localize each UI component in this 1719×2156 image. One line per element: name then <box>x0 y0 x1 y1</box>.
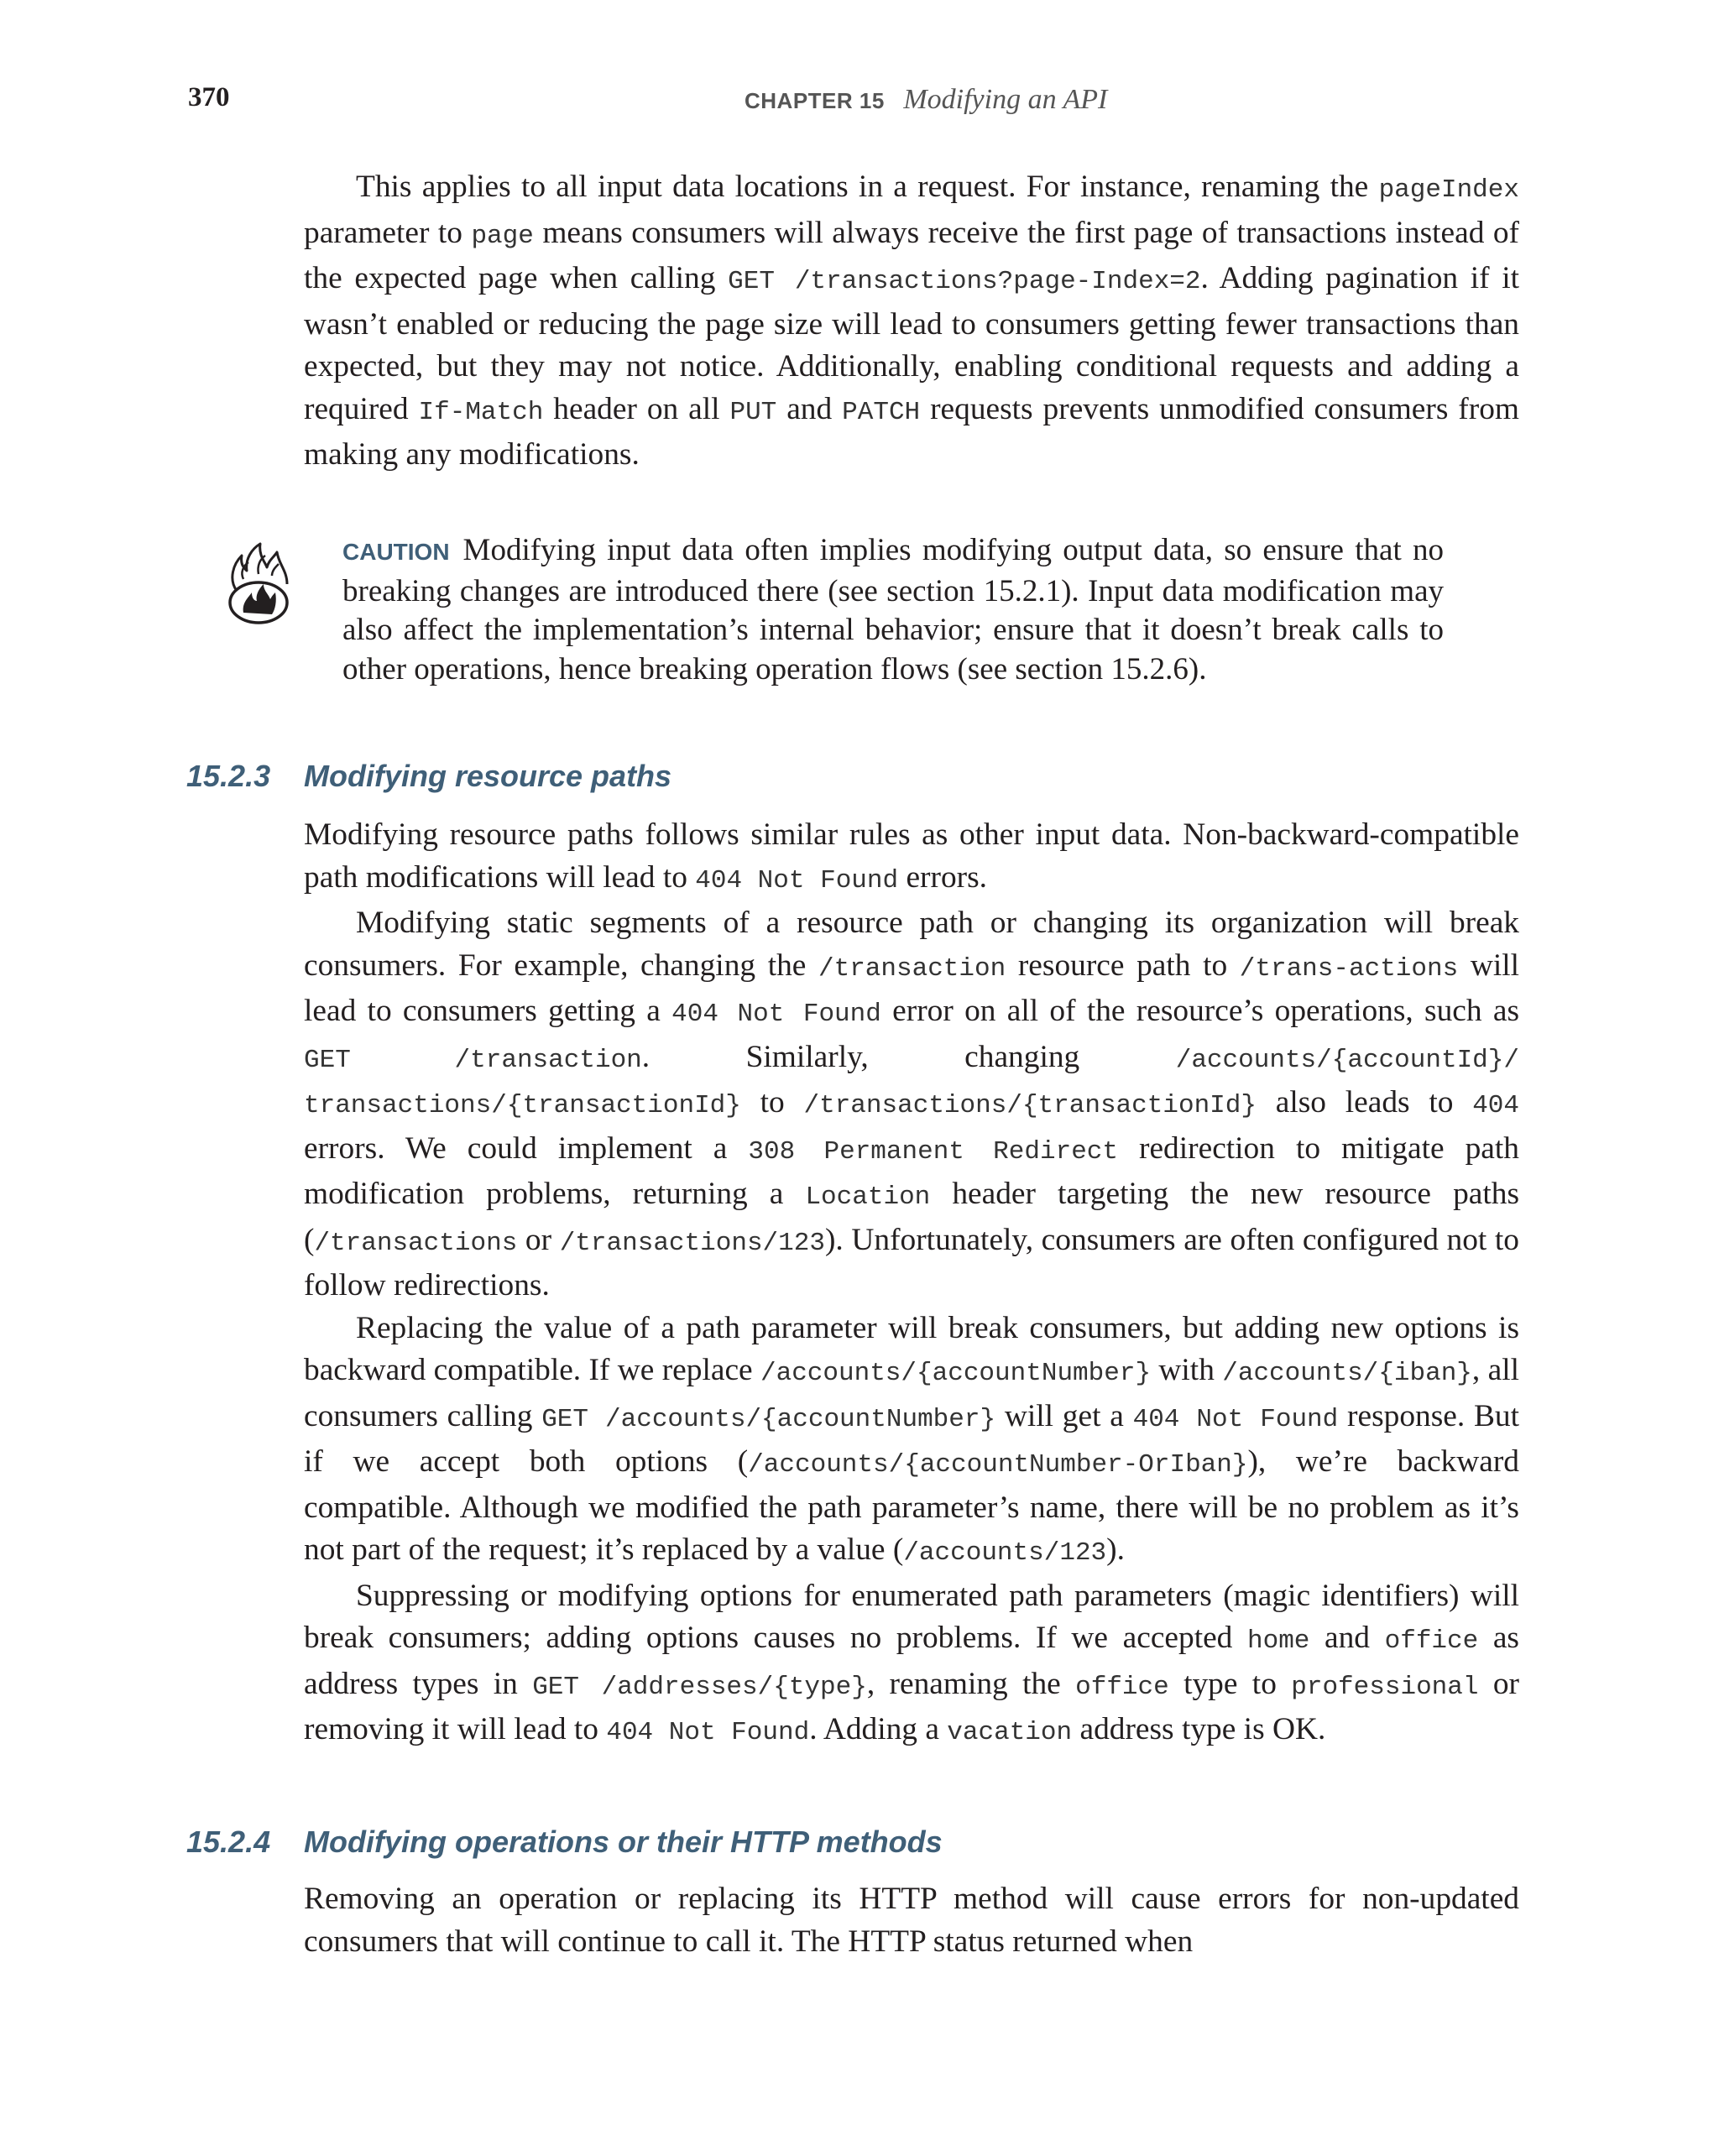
code-run: office <box>1384 1626 1479 1656</box>
text-run: This applies to all input data locations in a request. For instance, renaming the <box>356 170 1379 204</box>
text-run: errors. <box>898 859 988 895</box>
code-run: /accounts/{iban} <box>1222 1359 1472 1388</box>
paragraph-intro <box>304 166 1519 477</box>
code-run: vacation <box>947 1718 1073 1747</box>
code-run: professional <box>1291 1672 1479 1702</box>
text-run: as address types in <box>304 1621 1519 1701</box>
caution-label: CAUTION <box>342 539 450 565</box>
text-run: will lead to consumers getting a <box>304 947 1519 1028</box>
code-run: Location <box>805 1182 931 1212</box>
section-15-2-3-body <box>304 814 1519 1755</box>
text-run: Modifying static segments of a resource path or changing its organization will break consumers. For example, changing the <box>304 906 1519 983</box>
section-title: Modifying resource paths <box>304 759 672 793</box>
code-run: /accounts/{accountId}/ transactions/{transactionId} <box>304 1045 1519 1120</box>
chapter-heading <box>745 84 1107 116</box>
section-number: 15.2.4 <box>186 1825 271 1859</box>
text-run: and <box>776 391 843 426</box>
code-run: 404 Not Found <box>695 865 899 895</box>
code-run: /accounts/{accountNumber-OrIban} <box>748 1450 1248 1480</box>
section-heading-15-2-3 <box>186 759 671 794</box>
code-run: 404 Not Found <box>606 1718 810 1747</box>
text-run: Suppressing or modifying options for enumerated path parameters (magic identifiers) will break consumers; adding options causes no problems. If we accepted <box>304 1578 1519 1655</box>
paragraph: Removing an operation or replacing its HTTP method will cause errors for non-updated consumers that will continue to call it. The HTTP status returned when <box>304 1882 1519 1959</box>
code-run: /accounts/123 <box>903 1538 1107 1568</box>
code-run: PUT <box>729 397 777 427</box>
paragraph <box>304 1308 1519 1575</box>
code-run: /transactions <box>314 1228 518 1258</box>
code-run: /transactions/{transactionId} <box>803 1091 1257 1120</box>
caution-callout <box>342 531 1444 689</box>
code-run: GET /transactions?page-Index=2 <box>728 267 1201 296</box>
running-header <box>0 82 1719 124</box>
section-15-2-4-body <box>304 1878 1519 1963</box>
text-run: requests prevents unmodified consumers from making any modifications. <box>304 391 1519 472</box>
text-run: will get a <box>995 1398 1133 1433</box>
text-run: address type is OK. <box>1072 1712 1326 1746</box>
text-run: resource path to <box>1006 947 1240 983</box>
chapter-title: Modifying an API <box>903 84 1108 115</box>
code-run: GET /accounts/{accountNumber} <box>541 1404 996 1434</box>
text-run: errors. We could implement a <box>304 1130 749 1166</box>
text-run: and <box>1309 1621 1385 1655</box>
code-run: /transaction <box>818 953 1006 984</box>
text-run: type to <box>1168 1666 1292 1701</box>
text-run: with <box>1151 1353 1223 1387</box>
code-run: /accounts/{accountNumber} <box>760 1359 1152 1388</box>
code-run: 308 Permanent Redirect <box>748 1136 1118 1167</box>
paragraph <box>304 1575 1519 1755</box>
text-run: . Adding pagination if it wasn’t enabled or reducing the page size will lead to consumers getting fewer transactions than expected, but they may not notice. Additionally, enabling conditional requests and adding a required <box>304 261 1520 426</box>
text-run: header on all <box>543 391 730 426</box>
caution-text: Modifying input data often implies modifying output data, so ensure that no breaking changes are introduced there (see section 15.2.1). Input data modification may also affect the implementation’s internal behavior; ensure that it doesn’t break calls to other operations, hence breaking operation flows (see section 15.2.6). <box>342 533 1444 686</box>
section-number: 15.2.3 <box>186 759 271 793</box>
code-run: pageIndex <box>1378 175 1519 205</box>
code-run: 404 Not Found <box>671 1000 881 1029</box>
code-run: GET /addresses/{type} <box>532 1672 867 1702</box>
text-run: Replacing the value of a path parameter will break consumers, but adding new options is backward compatible. If we replace <box>304 1310 1519 1387</box>
text-run: header targeting the new resource paths ( <box>304 1177 1520 1257</box>
text-run: ), we’re backward compatible. Although we modified the path parameter’s name, there will be no problem as it’s not part of the request; it’s replaced by a value ( <box>304 1444 1520 1567</box>
text-run: redirection to mitigate path modification problems, returning a <box>304 1130 1519 1211</box>
text-run: ). <box>1106 1532 1125 1567</box>
text-run: or <box>517 1222 560 1257</box>
text-run: error on all of the resource’s operations, such as <box>880 994 1519 1028</box>
text-run: means consumers will always receive the first page of transactions instead of the expected page when calling <box>304 215 1519 295</box>
text-run: . Similarly, changing <box>641 1039 1176 1074</box>
code-run: home <box>1246 1626 1310 1656</box>
code-run: PATCH <box>842 397 921 427</box>
flame-warning-icon <box>225 542 292 626</box>
code-run: GET /transaction <box>304 1045 642 1075</box>
text-run: ). Unfortunately, consumers are often configured not to follow redirections. <box>304 1222 1519 1302</box>
code-run: 404 Not Found <box>1132 1404 1339 1434</box>
text-run: , all consumers calling <box>304 1353 1519 1433</box>
text-run: also leads to <box>1257 1085 1473 1120</box>
code-run: If-Match <box>418 397 544 427</box>
text-run: to <box>740 1085 804 1120</box>
intro-section <box>304 166 1519 477</box>
text-run: or removing it will lead to <box>304 1666 1519 1746</box>
paragraph <box>304 902 1519 1308</box>
text-run: , renaming the <box>866 1666 1076 1701</box>
text-run: response. But if we accept both options ( <box>304 1398 1519 1479</box>
code-run: /transactions/123 <box>559 1228 825 1258</box>
chapter-label: CHAPTER 15 <box>745 88 885 113</box>
code-run: /trans-actions <box>1239 953 1459 984</box>
code-run: office <box>1075 1672 1169 1702</box>
section-title: Modifying operations or their HTTP methods <box>304 1825 943 1859</box>
text-run: . Adding a <box>809 1712 948 1746</box>
text-run: Modifying resource paths follows similar rules as other input data. Non-backward-compatible path modifications will lead to <box>304 817 1519 895</box>
text-run: parameter to <box>304 215 472 250</box>
paragraph <box>304 814 1519 902</box>
code-run: 404 <box>1472 1091 1519 1120</box>
section-heading-15-2-4 <box>186 1825 943 1860</box>
page-number: 370 <box>188 82 230 112</box>
code-run: page <box>471 221 534 251</box>
